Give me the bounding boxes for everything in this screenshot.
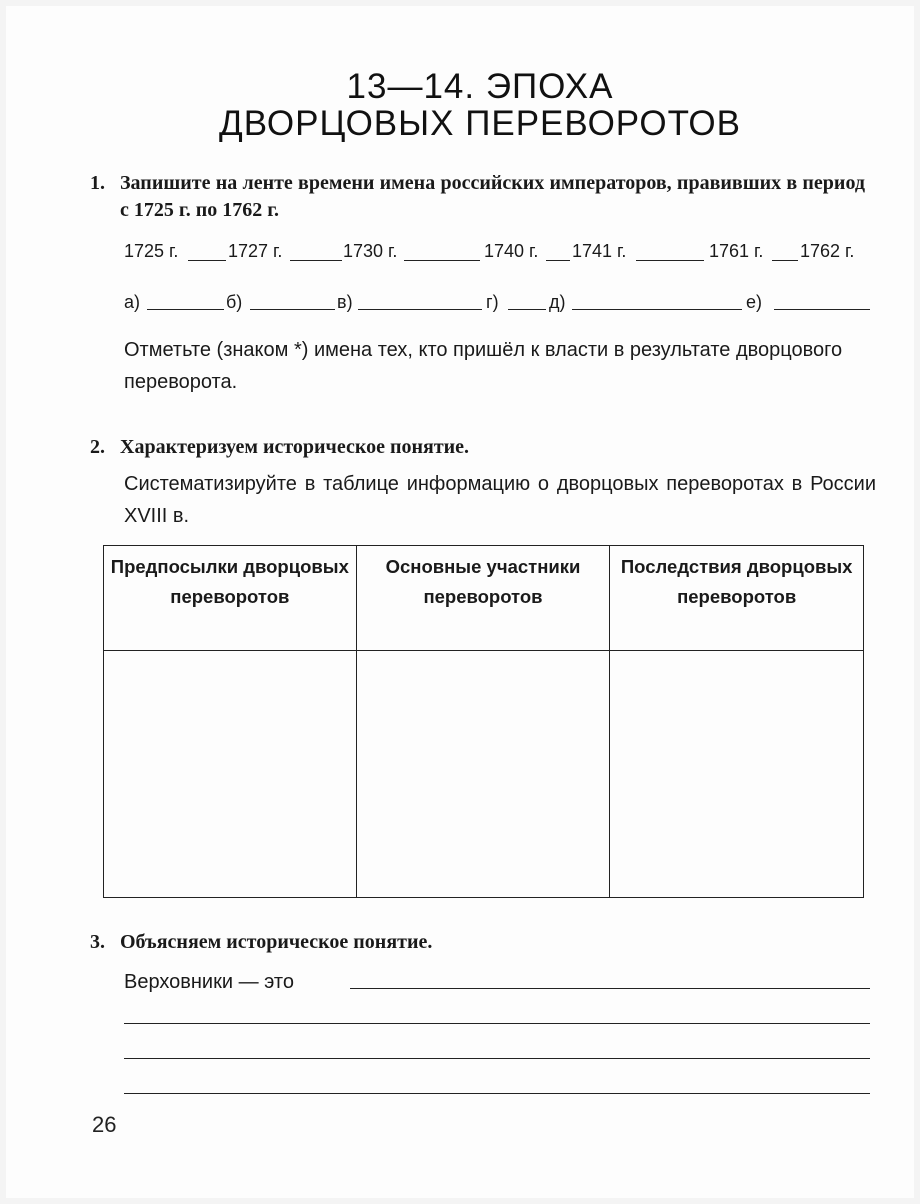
task1-instruction: Отметьте (знаком *) имена тех, кто пришёл к власти в результате дворцового переворота.	[124, 339, 843, 393]
task1-heading	[90, 170, 870, 221]
timeline-blank[interactable]	[546, 260, 570, 261]
timeline-year: 1740 г.	[484, 241, 539, 261]
answer-label-v: в)	[337, 292, 353, 312]
task1-prompt: Запишите на ленте времени имена российских императоров, правивших в период с 1725 г. по 1762 г.	[120, 172, 865, 221]
answer-label-e: е)	[746, 292, 763, 312]
answer-label-a: а)	[124, 292, 141, 312]
task1-number: 1.	[90, 172, 105, 194]
answer-blank-v[interactable]	[358, 309, 482, 310]
timeline-year: 1761 г.	[709, 241, 764, 261]
answer-blank-a[interactable]	[147, 309, 224, 310]
timeline-year: 1762 г.	[800, 241, 855, 261]
task3-number: 3.	[90, 931, 105, 953]
timeline-year: 1725 г.	[124, 241, 179, 261]
page-number: 26	[92, 1112, 117, 1137]
timeline-blank[interactable]	[404, 260, 480, 261]
page-title-line2: ДВОРЦОВЫХ ПЕРЕВОРОТОВ	[219, 104, 741, 143]
timeline-blank[interactable]	[636, 260, 704, 261]
answer-line[interactable]	[124, 1093, 870, 1094]
answer-blank-d[interactable]	[572, 309, 742, 310]
timeline-year: 1741 г.	[572, 241, 627, 261]
table-header-participants: Основные участники переворотов	[356, 546, 610, 651]
task2-prompt: Характеризуем историческое понятие.	[120, 436, 470, 458]
timeline-blank[interactable]	[772, 260, 798, 261]
table-cell-prerequisites[interactable]	[104, 651, 357, 898]
answer-label-g: г)	[486, 292, 499, 312]
task2-number: 2.	[90, 436, 105, 458]
timeline-year: 1730 г.	[343, 241, 398, 261]
timeline-year: 1727 г.	[228, 241, 283, 261]
answer-blank-e[interactable]	[774, 309, 870, 310]
timeline-blank[interactable]	[290, 260, 342, 261]
table-cell-participants[interactable]	[356, 651, 610, 898]
answer-blank-b[interactable]	[250, 309, 335, 310]
task3-heading	[90, 929, 870, 956]
timeline-blank[interactable]	[188, 260, 226, 261]
task2-instruction: Систематизируйте в таблице информацию о дворцовых переворотах в России XVIII в.	[124, 473, 876, 527]
answer-line[interactable]	[124, 1023, 870, 1024]
table-header-consequences: Последствия дворцовых переворотов	[610, 546, 864, 651]
answer-line[interactable]	[350, 988, 870, 989]
task3-lead: Верховники — это	[124, 971, 294, 993]
coups-table	[103, 545, 864, 898]
page-title-line1: 13—14. ЭПОХА	[346, 67, 614, 106]
task3-prompt: Объясняем историческое понятие.	[120, 931, 433, 953]
table-cell-consequences[interactable]	[610, 651, 864, 898]
table-header-prerequisites: Предпосылки дворцовых переворотов	[104, 546, 357, 651]
table-header-row	[104, 546, 864, 651]
task2-heading	[90, 434, 870, 461]
table-answer-row	[104, 651, 864, 898]
answer-line[interactable]	[124, 1058, 870, 1059]
answer-label-d: д)	[549, 292, 566, 312]
answer-label-b: б)	[226, 292, 243, 312]
answer-blank-g[interactable]	[508, 309, 546, 310]
